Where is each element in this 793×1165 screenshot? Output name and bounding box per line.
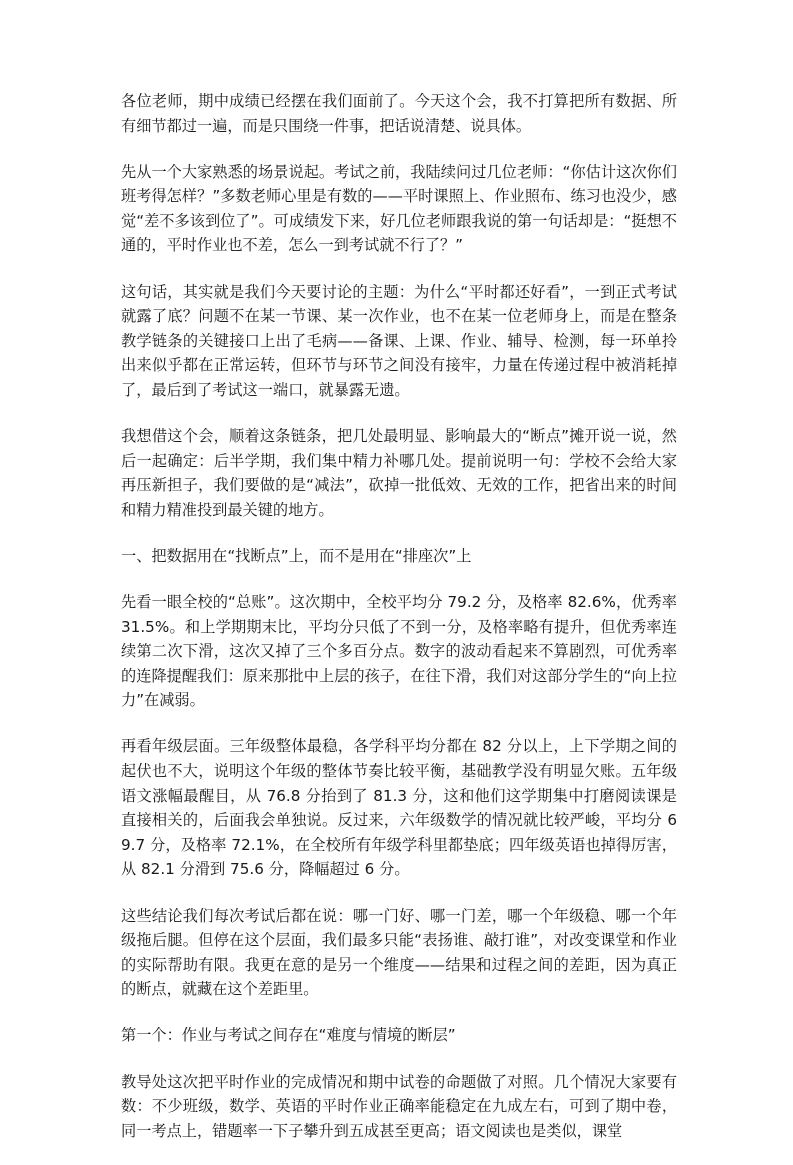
subsection-heading-1: 第一个：作业与考试之间存在“难度与情境的断层” xyxy=(121,1026,456,1045)
paragraph-grade-level: 再看年级层面。三年级整体最稳，各学科平均分都在 82 分以上，上下学期之间的起伏也不大，说明这个年级的整体节奏比较平衡，基础教学没有明显欠账。五年级语文涨幅最醒目，从 76.8 分抬到了 81.3 分，这和他们这学期集中打磨阅读课是直接相关的，后面我会单独说。反过来，六年级数学的情况就比较严峻，平均分 69.7 分，及格率 72.1%，在全校所有年级学科里都垫底；四年级英语也掉得厉害，从 82.1 分滑到 75.6 分，降幅超过 6 分。 xyxy=(121,737,677,879)
document-body xyxy=(121,89,677,1165)
section-heading-1: 一、把数据用在“找断点”上，而不是用在“排座次”上 xyxy=(121,546,472,565)
paragraph-theme: 这句话，其实就是我们今天要讨论的主题：为什么“平时都还好看”，一到正式考试就露了底？问题不在某一节课、某一次作业，也不在某一位老师身上，而是在整条教学链条的关键接口上出了毛病——备课、上课、作业、辅导、检测，每一环单拎出来似乎都在正常运转，但环节与环节之间没有接牢，力量在传递过程中被消耗掉了，最后到了考试这一端口，就暴露无遗。 xyxy=(121,282,677,399)
paragraph-homework-vs-exam: 教导处这次把平时作业的完成情况和期中试卷的命题做了对照。几个情况大家要有数：不少班级，数学、英语的平时作业正确率能稳定在九成左右，可到了期中卷，同一考点上，错题率一下子攀升到五成甚至更高；语文阅读也是类似，课堂 xyxy=(121,1072,677,1140)
paragraph-purpose: 我想借这个会，顺着这条链条，把几处最明显、影响最大的“断点”摊开说一说，然后一起确定：后半学期，我们集中精力补哪几处。提前说明一句：学校不会给大家再压新担子，我们要做的是“减法”，砍掉一批低效、无效的工作，把省出来的时间和精力精准投到最关键的地方。 xyxy=(121,427,677,519)
paragraph-conclusions: 这些结论我们每次考试后都在说：哪一门好、哪一门差，哪一个年级稳、哪一个年级拖后腿。但停在这个层面，我们最多只能“表扬谁、敲打谁”，对改变课堂和作业的实际帮助有限。我更在意的是另一个维度——结果和过程之间的差距，因为真正的断点，就藏在这个差距里。 xyxy=(121,906,677,999)
paragraph-scenario: 先从一个大家熟悉的场景说起。考试之前，我陆续问过几位老师：“你估计这次你们班考得怎样？”多数老师心里是有数的——平时课照上、作业照布、练习也没少，感觉“差不多该到位了”。可成绩发下来，好几位老师跟我说的第一句话却是：“挺想不通的，平时作业也不差，怎么一到考试就不行了？” xyxy=(121,162,677,255)
paragraph-school-totals: 先看一眼全校的“总账”。这次期中，全校平均分 79.2 分，及格率 82.6%，优秀率 31.5%。和上学期期末比，平均分只低了不到一分，及格率略有提升，但优秀率连续第二次下滑，这次又掉了三个多百分点。数字的波动看起来不算剧烈，可优秀率的连降提醒我们：原来那批中上层的孩子，在往下滑，我们对这部分学生的“向上拉力”在减弱。 xyxy=(121,593,677,710)
paragraph-opening: 各位老师，期中成绩已经摆在我们面前了。今天这个会，我不打算把所有数据、所有细节都过一遍，而是只围绕一件事，把话说清楚、说具体。 xyxy=(121,92,677,135)
